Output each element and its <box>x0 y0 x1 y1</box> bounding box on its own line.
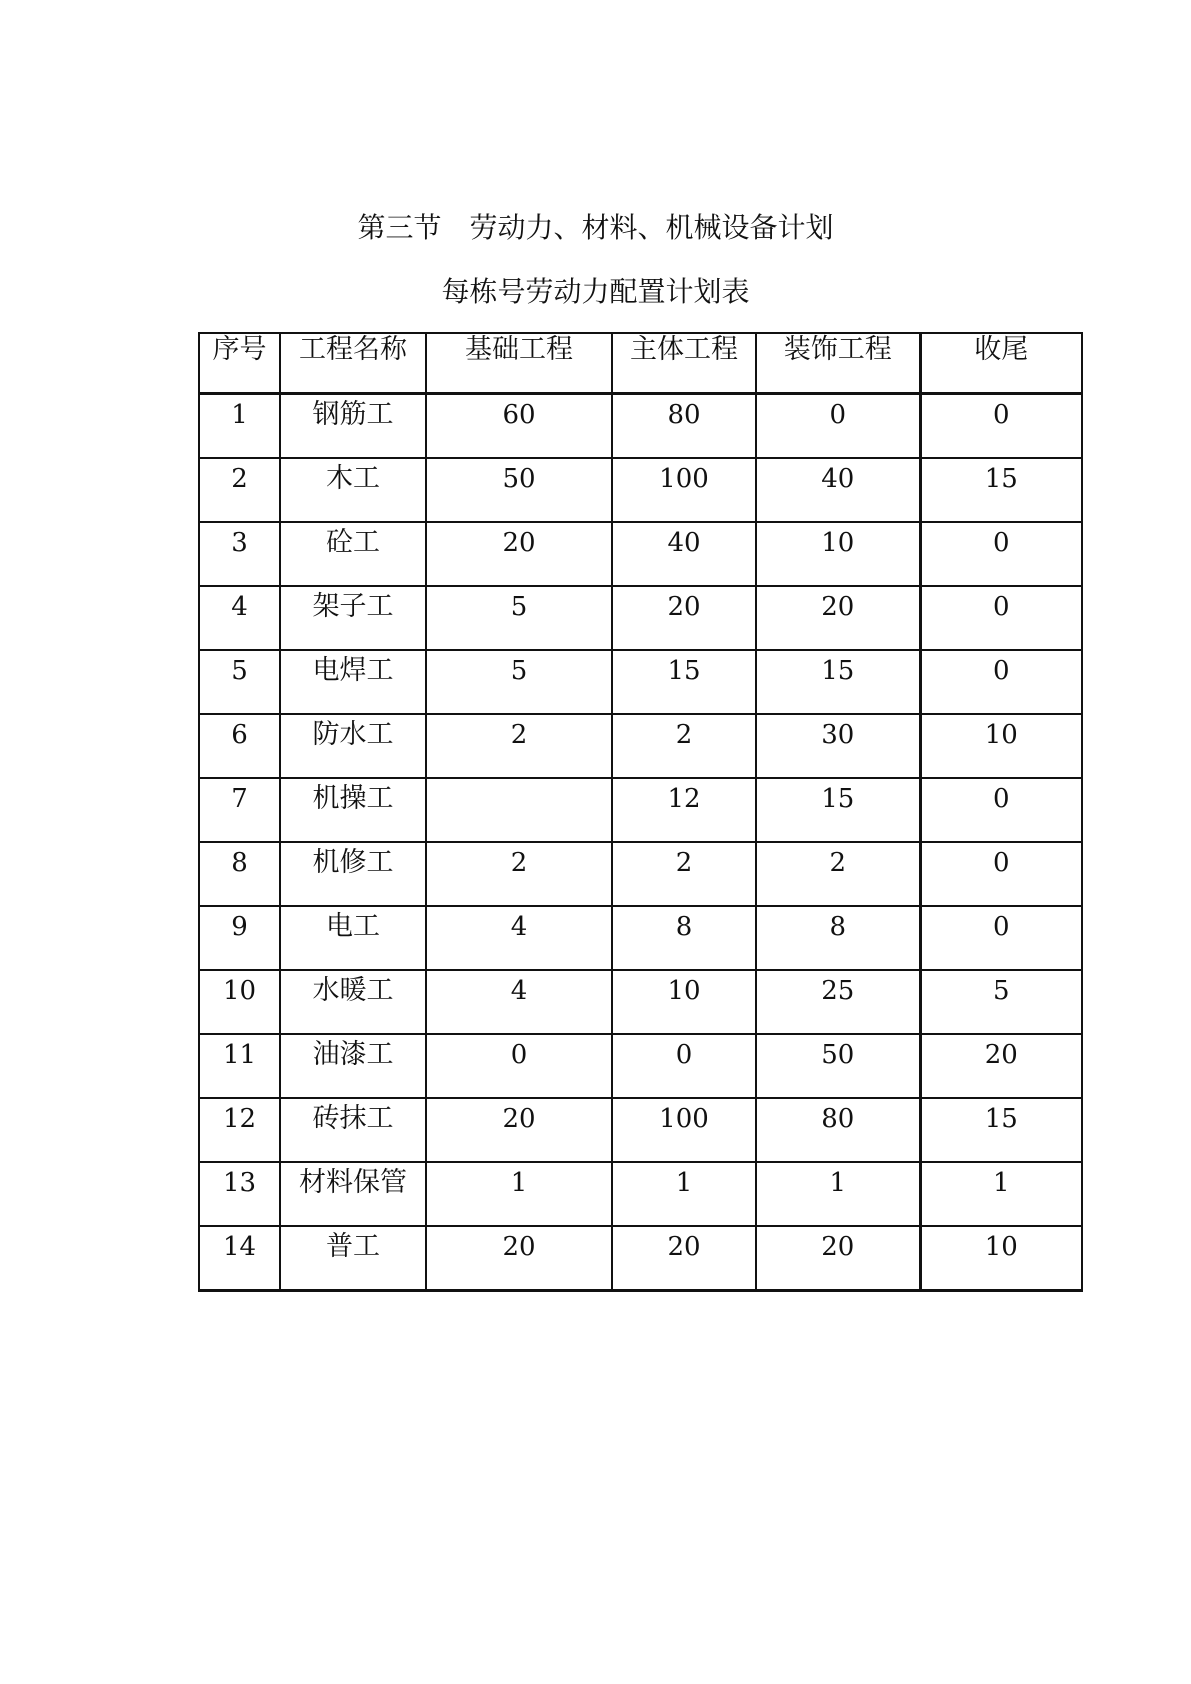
cell-main-structure: 0 <box>612 1034 756 1098</box>
cell-main-structure: 100 <box>612 1098 756 1162</box>
table-row <box>199 1226 1082 1291</box>
cell-decoration: 2 <box>756 842 920 906</box>
cell-name: 材料保管 <box>280 1162 426 1226</box>
cell-finishing: 20 <box>920 1034 1082 1098</box>
cell-foundation: 4 <box>426 906 612 970</box>
table-row <box>199 1162 1082 1226</box>
cell-foundation: 2 <box>426 714 612 778</box>
cell-finishing: 15 <box>920 458 1082 522</box>
table-row <box>199 1034 1082 1098</box>
cell-foundation: 4 <box>426 970 612 1034</box>
table-body <box>199 394 1082 1291</box>
cell-name: 机修工 <box>280 842 426 906</box>
header-seq: 序号 <box>199 333 280 394</box>
cell-finishing: 10 <box>920 1226 1082 1291</box>
cell-decoration: 10 <box>756 522 920 586</box>
cell-finishing: 0 <box>920 650 1082 714</box>
cell-decoration: 20 <box>756 586 920 650</box>
cell-name: 钢筋工 <box>280 394 426 459</box>
cell-seq: 14 <box>199 1226 280 1291</box>
cell-name: 电工 <box>280 906 426 970</box>
header-finishing: 收尾 <box>920 333 1082 394</box>
cell-main-structure: 12 <box>612 778 756 842</box>
header-decoration: 装饰工程 <box>756 333 920 394</box>
cell-main-structure: 20 <box>612 586 756 650</box>
cell-seq: 6 <box>199 714 280 778</box>
table-row <box>199 650 1082 714</box>
cell-main-structure: 1 <box>612 1162 756 1226</box>
cell-seq: 9 <box>199 906 280 970</box>
cell-foundation: 20 <box>426 1226 612 1291</box>
cell-name: 水暖工 <box>280 970 426 1034</box>
cell-main-structure: 100 <box>612 458 756 522</box>
cell-name: 防水工 <box>280 714 426 778</box>
table-title: 每栋号劳动力配置计划表 <box>441 275 750 308</box>
labor-plan-table <box>198 332 1083 1292</box>
cell-name: 木工 <box>280 458 426 522</box>
cell-seq: 11 <box>199 1034 280 1098</box>
cell-name: 电焊工 <box>280 650 426 714</box>
cell-finishing: 10 <box>920 714 1082 778</box>
cell-decoration: 15 <box>756 650 920 714</box>
table-row <box>199 842 1082 906</box>
cell-seq: 13 <box>199 1162 280 1226</box>
cell-decoration: 50 <box>756 1034 920 1098</box>
table-row <box>199 1098 1082 1162</box>
cell-finishing: 0 <box>920 778 1082 842</box>
cell-seq: 7 <box>199 778 280 842</box>
table-row <box>199 522 1082 586</box>
cell-main-structure: 2 <box>612 842 756 906</box>
table-header-row <box>199 333 1082 394</box>
cell-main-structure: 8 <box>612 906 756 970</box>
cell-foundation: 5 <box>426 650 612 714</box>
table-row <box>199 394 1082 459</box>
cell-name: 砖抹工 <box>280 1098 426 1162</box>
cell-decoration: 30 <box>756 714 920 778</box>
cell-decoration: 80 <box>756 1098 920 1162</box>
cell-main-structure: 80 <box>612 394 756 459</box>
cell-foundation <box>426 778 612 842</box>
cell-decoration: 1 <box>756 1162 920 1226</box>
cell-finishing: 0 <box>920 906 1082 970</box>
cell-decoration: 15 <box>756 778 920 842</box>
table-row <box>199 458 1082 522</box>
header-name: 工程名称 <box>280 333 426 394</box>
cell-seq: 4 <box>199 586 280 650</box>
cell-decoration: 20 <box>756 1226 920 1291</box>
cell-finishing: 0 <box>920 522 1082 586</box>
cell-seq: 5 <box>199 650 280 714</box>
cell-foundation: 5 <box>426 586 612 650</box>
cell-main-structure: 2 <box>612 714 756 778</box>
cell-main-structure: 10 <box>612 970 756 1034</box>
header-foundation: 基础工程 <box>426 333 612 394</box>
cell-foundation: 20 <box>426 522 612 586</box>
cell-main-structure: 20 <box>612 1226 756 1291</box>
cell-decoration: 40 <box>756 458 920 522</box>
cell-foundation: 2 <box>426 842 612 906</box>
cell-name: 架子工 <box>280 586 426 650</box>
cell-finishing: 0 <box>920 842 1082 906</box>
cell-seq: 2 <box>199 458 280 522</box>
cell-name: 砼工 <box>280 522 426 586</box>
cell-seq: 12 <box>199 1098 280 1162</box>
cell-finishing: 15 <box>920 1098 1082 1162</box>
cell-foundation: 1 <box>426 1162 612 1226</box>
cell-foundation: 60 <box>426 394 612 459</box>
cell-main-structure: 15 <box>612 650 756 714</box>
cell-seq: 8 <box>199 842 280 906</box>
cell-foundation: 50 <box>426 458 612 522</box>
section-title: 第三节 劳动力、材料、机械设备计划 <box>357 211 834 244</box>
table-row <box>199 778 1082 842</box>
table-row <box>199 970 1082 1034</box>
cell-decoration: 8 <box>756 906 920 970</box>
cell-finishing: 5 <box>920 970 1082 1034</box>
cell-decoration: 25 <box>756 970 920 1034</box>
table-row <box>199 586 1082 650</box>
cell-finishing: 1 <box>920 1162 1082 1226</box>
cell-name: 机操工 <box>280 778 426 842</box>
cell-finishing: 0 <box>920 394 1082 459</box>
cell-seq: 1 <box>199 394 280 459</box>
cell-seq: 3 <box>199 522 280 586</box>
cell-foundation: 20 <box>426 1098 612 1162</box>
table-row <box>199 906 1082 970</box>
cell-main-structure: 40 <box>612 522 756 586</box>
cell-foundation: 0 <box>426 1034 612 1098</box>
cell-seq: 10 <box>199 970 280 1034</box>
header-main-structure: 主体工程 <box>612 333 756 394</box>
cell-finishing: 0 <box>920 586 1082 650</box>
cell-name: 油漆工 <box>280 1034 426 1098</box>
cell-decoration: 0 <box>756 394 920 459</box>
cell-name: 普工 <box>280 1226 426 1291</box>
table-row <box>199 714 1082 778</box>
